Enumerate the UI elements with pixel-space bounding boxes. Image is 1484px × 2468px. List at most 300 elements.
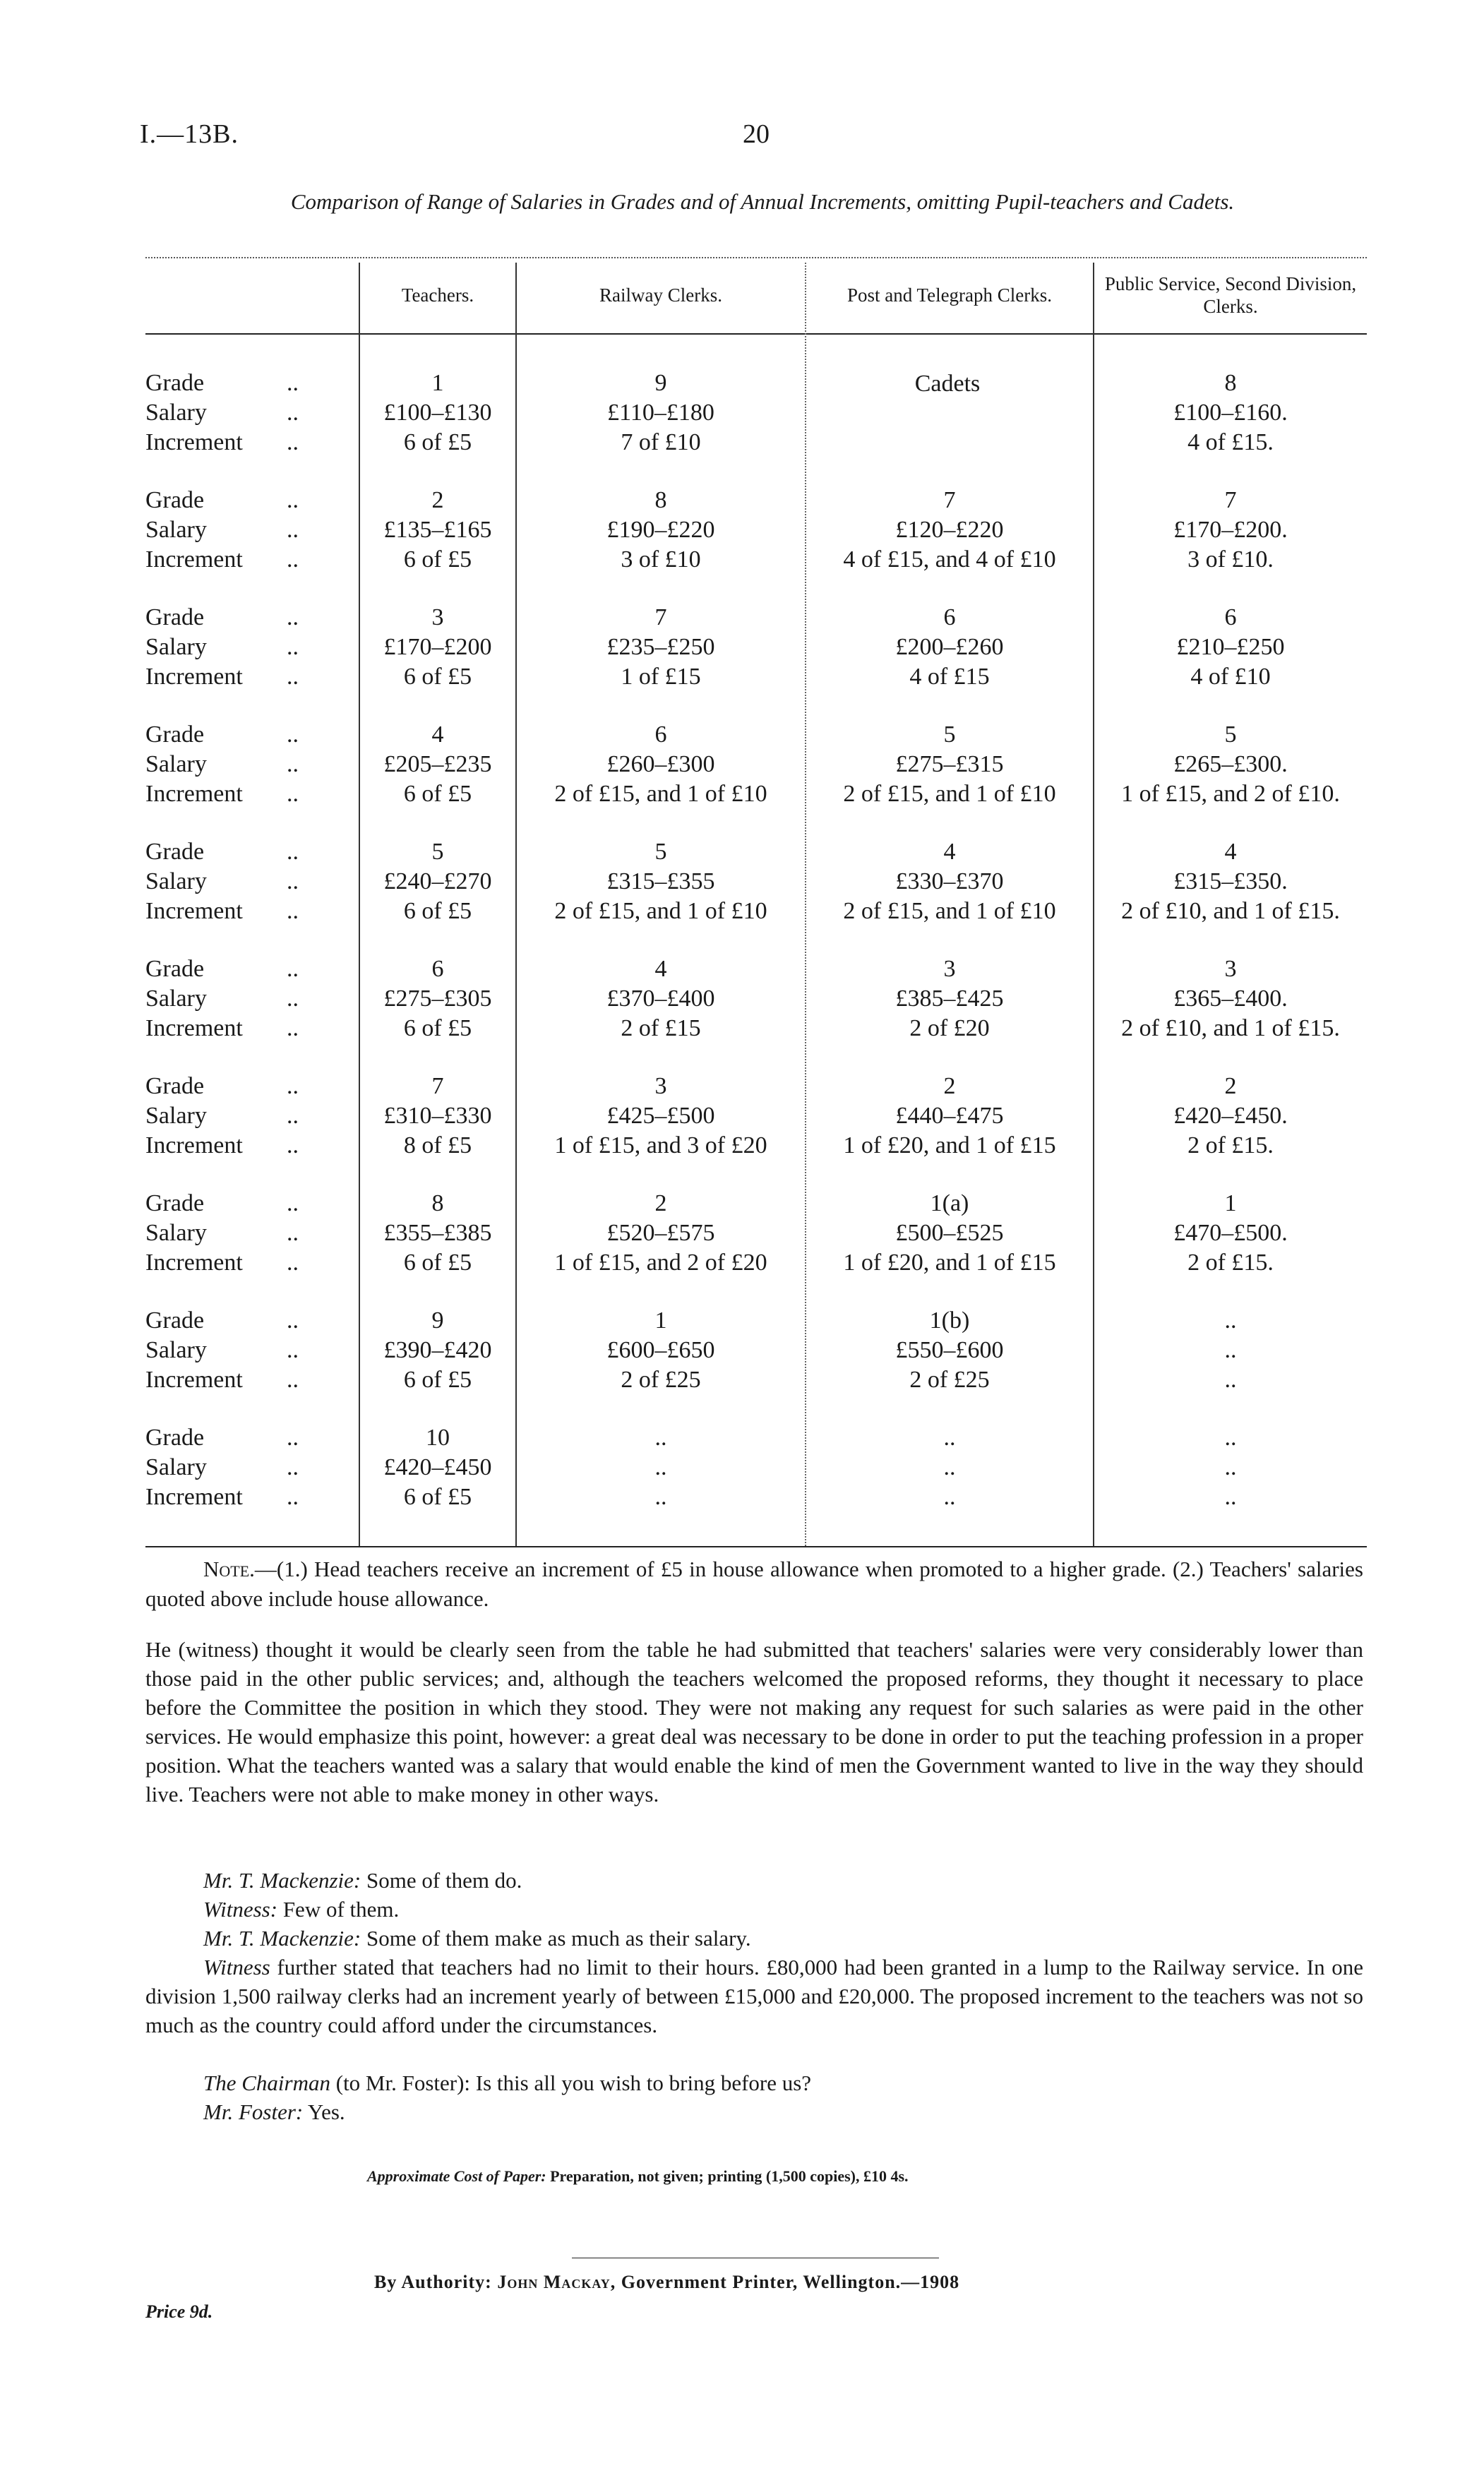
- row-label-text: Salary: [145, 517, 207, 543]
- table-cell-line: £110–£180: [607, 400, 714, 426]
- row-label-text: Salary: [145, 1103, 207, 1129]
- table-cell-line: £330–£370: [895, 868, 1004, 894]
- row-label: [145, 837, 315, 867]
- row-label: [145, 750, 315, 779]
- table-cell-line: 2: [654, 1190, 667, 1216]
- table-cell-line: 1 of £15: [621, 664, 701, 690]
- row-label: [145, 1482, 315, 1512]
- table-cell-line: £275–£305: [383, 986, 492, 1012]
- row-label-leader: ..: [287, 400, 299, 426]
- table-cell-line: £205–£235: [383, 751, 492, 777]
- table-cell-public: [1094, 954, 1367, 1043]
- table-cell-line: 4 of £10: [1190, 664, 1271, 690]
- row-label-text: Increment: [145, 781, 243, 807]
- speaker: Mr. T. Mackenzie:: [203, 1926, 361, 1951]
- row-label-text: Increment: [145, 1367, 243, 1393]
- table-cell-public: [1094, 486, 1367, 575]
- row-label: [145, 486, 315, 515]
- table-cell-post: [806, 720, 1093, 809]
- table-cell-line: 6 of £5: [403, 781, 472, 807]
- table-cell-line: 5: [431, 839, 444, 865]
- dialogue-line: [203, 1924, 1363, 1953]
- table-cell-line: 3: [1224, 956, 1237, 982]
- table-cell-line: £170–£200.: [1173, 517, 1288, 543]
- table-cell-line: 2 of £15, and 1 of £10: [843, 781, 1056, 807]
- row-label: [145, 662, 315, 692]
- table-cell-line: 6 of £5: [403, 898, 472, 924]
- row-label-text: Salary: [145, 986, 207, 1012]
- printer-name: John Mackay: [497, 2272, 611, 2292]
- note-text: —(1.) Head teachers receive an increment of £5 in house allowance when promoted to a higher grade. (2.) Teachers' salaries quoted above include house allowance.: [145, 1557, 1363, 1611]
- table-cell-line: 4: [654, 956, 667, 982]
- row-label: [145, 545, 315, 575]
- table-cell-line: [806, 428, 1093, 457]
- row-label-text: Grade: [145, 1425, 205, 1451]
- row-label-leader: ..: [287, 721, 299, 748]
- note-lead: Note.: [203, 1557, 255, 1581]
- row-label: [145, 1014, 315, 1043]
- speech: Some of them make as much as their salary.: [366, 1926, 751, 1951]
- row-label-group: [145, 1072, 315, 1161]
- table-cell-line: 9: [431, 1307, 444, 1334]
- row-label-text: Salary: [145, 1220, 207, 1246]
- table-cell-public: [1094, 837, 1367, 926]
- speaker: Mr. T. Mackenzie:: [203, 1868, 361, 1893]
- cost-label: Approximate Cost of Paper:: [367, 2167, 546, 2185]
- table-cell-line: 1(a): [930, 1190, 969, 1216]
- table-cell-line: 7: [1224, 487, 1237, 513]
- column-header-public: Public Service, Second Division, Clerks.: [1104, 273, 1357, 317]
- row-label: [145, 633, 315, 662]
- table-cell-line: 1 of £15, and 2 of £10.: [1121, 781, 1340, 807]
- row-label-leader: ..: [287, 1220, 299, 1246]
- row-label-text: Grade: [145, 956, 205, 982]
- row-label-leader: ..: [287, 1015, 299, 1041]
- table-cell-line: £200–£260: [895, 634, 1004, 660]
- table-cell-line: £390–£420: [383, 1337, 492, 1363]
- table-cell-line: 6 of £5: [403, 664, 472, 690]
- table-cell-line: 8: [1224, 370, 1237, 396]
- row-label-text: Salary: [145, 1337, 207, 1363]
- speaker: Mr. Foster:: [203, 2099, 304, 2124]
- speech: further stated that teachers had no limit to their hours. £80,000 had been granted in a lump to the Railway service. In one division 1,500 railway clerks had an increment yearly of between £15,000 and £20,000. The proposed increment to the teachers was not so much as the country could afford under the circumstances.: [145, 1955, 1363, 2037]
- column-header-teachers: Teachers.: [401, 284, 474, 306]
- table-cell-railway: [517, 603, 805, 692]
- table-cell-line: 3 of £10.: [1187, 546, 1274, 573]
- table-cell-line: £385–£425: [895, 986, 1004, 1012]
- row-label: [145, 1248, 315, 1278]
- row-label-text: Increment: [145, 898, 243, 924]
- row-label-group: [145, 837, 315, 926]
- table-cell-post: [806, 1072, 1093, 1161]
- authority-prefix: By Authority:: [374, 2272, 492, 2292]
- table-cell-line: 6: [943, 604, 956, 630]
- table-cell-line: 7: [943, 487, 956, 513]
- row-label-leader: ..: [287, 429, 299, 455]
- table-cell-line: 2 of £15, and 1 of £10: [554, 898, 767, 924]
- table-cell-line: 6 of £5: [403, 429, 472, 455]
- speaker: Witness: [203, 1955, 270, 1979]
- table-cell-line: £315–£355: [606, 868, 715, 894]
- table-cell-line: £370–£400: [606, 986, 715, 1012]
- row-label-text: Grade: [145, 487, 205, 513]
- row-label: [145, 779, 315, 809]
- table-cell-line: £500–£525: [895, 1220, 1004, 1246]
- row-label-leader: ..: [287, 487, 299, 513]
- row-label-group: [145, 720, 315, 809]
- table-cell-line: 2 of £20: [909, 1015, 990, 1041]
- table-cell-line: 2 of £25: [621, 1367, 701, 1393]
- row-label-leader: ..: [287, 868, 299, 894]
- row-label: [145, 954, 315, 984]
- table-cell-railway: [517, 1189, 805, 1278]
- table-cell-line: £170–£200: [383, 634, 492, 660]
- table-cell-line: 3: [943, 956, 956, 982]
- table-top-rule: [145, 257, 1367, 258]
- table-cell-line: ..: [1224, 1484, 1237, 1510]
- row-label: [145, 867, 315, 897]
- row-label-leader: ..: [287, 781, 299, 807]
- table-cell-line: 3: [654, 1073, 667, 1099]
- table-cell-line: 5: [1224, 721, 1237, 748]
- row-label-group: [145, 1306, 315, 1395]
- row-label-leader: ..: [287, 370, 299, 396]
- row-label-text: Increment: [145, 1484, 243, 1510]
- row-label: [145, 1072, 315, 1101]
- cost-line: [367, 2166, 1285, 2187]
- row-label-group: [145, 1189, 315, 1278]
- table-cell-line: ..: [943, 1425, 956, 1451]
- table-cell-railway: [517, 1306, 805, 1395]
- table-cell-railway: [517, 1423, 805, 1512]
- row-label: [145, 984, 315, 1014]
- table-cell-line: 2 of £10, and 1 of £15.: [1121, 898, 1340, 924]
- table-cell-teachers: [360, 369, 515, 457]
- table-cell-teachers: [360, 1189, 515, 1278]
- row-label-leader: ..: [287, 1190, 299, 1216]
- speech: Some of them do.: [366, 1868, 522, 1893]
- row-label-leader: ..: [287, 1454, 299, 1480]
- table-cell-line: 6 of £5: [403, 1015, 472, 1041]
- table-cell-line: 2: [1224, 1073, 1237, 1099]
- table-cell-line: £420–£450.: [1173, 1103, 1288, 1129]
- row-label-group: [145, 954, 315, 1043]
- table-cell-line: 1 of £15, and 3 of £20: [554, 1132, 767, 1158]
- dialogue-line: [203, 1895, 1363, 1924]
- table-cell-line: ..: [1224, 1367, 1237, 1393]
- table-cell-line: [806, 369, 1093, 398]
- row-label-group: [145, 369, 315, 457]
- row-label: [145, 515, 315, 545]
- row-label-leader: ..: [287, 839, 299, 865]
- row-label: [145, 1365, 315, 1395]
- row-label: [145, 428, 315, 457]
- table-cell-line: 4: [1224, 839, 1237, 865]
- row-label-leader: ..: [287, 986, 299, 1012]
- row-label: [145, 603, 315, 633]
- row-label-leader: ..: [287, 1337, 299, 1363]
- cost-text: Preparation, not given; printing (1,500 copies), £10 4s.: [550, 2167, 909, 2185]
- authority-suffix: , Government Printer, Wellington.—1908: [610, 2272, 960, 2292]
- row-label-text: Increment: [145, 1132, 243, 1158]
- table-cell-line: 4 of £15: [909, 664, 990, 690]
- table-cell-railway: [517, 837, 805, 926]
- table-cell-line: 8: [431, 1190, 444, 1216]
- dialogue-line: [203, 2097, 1363, 2126]
- row-label-leader: ..: [287, 1132, 299, 1158]
- row-label: [145, 1453, 315, 1482]
- table-cell-line: £440–£475: [895, 1103, 1004, 1129]
- row-label-text: Salary: [145, 868, 207, 894]
- row-label-text: Increment: [145, 1250, 243, 1276]
- table-cell-line: 6 of £5: [403, 1367, 472, 1393]
- row-label-text: Salary: [145, 634, 207, 660]
- table-cell-line: £425–£500: [606, 1103, 715, 1129]
- table-cell-post: [806, 954, 1093, 1043]
- row-label-leader: ..: [287, 664, 299, 690]
- table-cell-teachers: [360, 1306, 515, 1395]
- row-label-leader: ..: [287, 517, 299, 543]
- row-label-text: Grade: [145, 1073, 205, 1099]
- table-cell-line: 2 of £15, and 1 of £10: [554, 781, 767, 807]
- table-cell-railway: [517, 720, 805, 809]
- body-paragraph: He (witness) thought it would be clearly seen from the table he had submitted that teachers' salaries were very considerably lower than those paid in the other public services; and, although the teachers welcomed the proposed reforms, they thought it necessary to place before the Committee the position in which they stood. They were not making any request for such salaries as were paid in the other services. He would emphasize this point, however: a great deal was necessary to be done in order to put the teaching profession in a proper position. What the teachers wanted was a salary that would enable the kind of men the Government wanted to live in the way they should live. Teachers were not able to make money in other ways.: [145, 1637, 1363, 1807]
- row-label: [145, 1336, 315, 1365]
- row-label-leader: ..: [287, 1367, 299, 1393]
- row-label-text: Salary: [145, 751, 207, 777]
- table-cell-line: £100–£160.: [1173, 400, 1288, 426]
- row-label-leader: ..: [287, 1307, 299, 1334]
- table-cell-public: [1094, 720, 1367, 809]
- table-cell-line: ..: [943, 1484, 956, 1510]
- table-cell-line: 1 of £20, and 1 of £15: [843, 1250, 1056, 1276]
- row-label-text: Grade: [145, 1307, 205, 1334]
- row-label: [145, 1189, 315, 1218]
- table-cell-line: 4: [431, 721, 444, 748]
- table-cell-line: 1: [1224, 1190, 1237, 1216]
- table-cell-line: 1 of £20, and 1 of £15: [843, 1132, 1056, 1158]
- authority-line: [374, 2272, 1221, 2293]
- table-cell-line: £240–£270: [383, 868, 492, 894]
- speech: Yes.: [307, 2099, 345, 2124]
- table-cell-line: ..: [654, 1454, 667, 1480]
- table-cell-line: 2: [943, 1073, 956, 1099]
- table-header-rule: [145, 333, 1367, 335]
- table-cell-public: [1094, 369, 1367, 457]
- table-cell-line: £135–£165: [383, 517, 492, 543]
- table-cell-line: 5: [943, 721, 956, 748]
- table-cell-line: £315–£350.: [1173, 868, 1288, 894]
- table-cell-line: 8 of £5: [403, 1132, 472, 1158]
- table-cell-line: £275–£315: [895, 751, 1004, 777]
- table-cell-post: [806, 486, 1093, 575]
- row-label: [145, 720, 315, 750]
- table-cell-line: £190–£220: [606, 517, 715, 543]
- table-cell-line: £260–£300: [606, 751, 715, 777]
- table-cell-post: [806, 837, 1093, 926]
- table-title: Comparison of Range of Salaries in Grades and of Annual Increments, omitting Pupil-teachers and Cadets.: [290, 189, 1235, 214]
- row-label-text: Grade: [145, 370, 205, 396]
- speaker: Witness:: [203, 1897, 278, 1922]
- speaker: The Chairman: [203, 2071, 330, 2095]
- table-cell-line: 2 of £15.: [1187, 1250, 1274, 1276]
- table-cell-line: 8: [654, 487, 667, 513]
- table-cell-line: £120–£220: [895, 517, 1004, 543]
- table-cell-public: [1094, 603, 1367, 692]
- table-cell-post: [806, 603, 1093, 692]
- table-cell-line: 4: [943, 839, 956, 865]
- row-label: [145, 1306, 315, 1336]
- row-label-text: Grade: [145, 839, 205, 865]
- table-cell-line: £210–£250: [1176, 634, 1285, 660]
- table-cell-line: ..: [1224, 1307, 1237, 1334]
- row-label: [145, 369, 315, 398]
- table-cell-line: 2 of £15, and 1 of £10: [843, 898, 1056, 924]
- table-cell-teachers: [360, 603, 515, 692]
- table-cell-line: £420–£450: [383, 1454, 492, 1480]
- table-note: [145, 1555, 1363, 1614]
- row-label-text: Grade: [145, 1190, 205, 1216]
- table-cell-line: 3: [431, 604, 444, 630]
- table-cell-public: [1094, 1189, 1367, 1278]
- price: Price 9d.: [145, 2301, 213, 2322]
- speech: (to Mr. Foster): Is this all you wish to bring before us?: [335, 2071, 812, 2095]
- row-label-text: Increment: [145, 1015, 243, 1041]
- table-cell-line: 6: [1224, 604, 1237, 630]
- table-cell-teachers: [360, 720, 515, 809]
- table-cell-line: 3 of £10: [621, 546, 701, 573]
- table-cell-teachers: [360, 486, 515, 575]
- table-cell-line: ..: [654, 1484, 667, 1510]
- table-cell-line: 6 of £5: [403, 546, 472, 573]
- page-number: 20: [743, 119, 770, 149]
- table-cell-railway: [517, 954, 805, 1043]
- table-cell-line: 2: [431, 487, 444, 513]
- table-cell-line: 7: [431, 1073, 444, 1099]
- table-cell-line: £520–£575: [606, 1220, 715, 1246]
- row-label-text: Salary: [145, 1454, 207, 1480]
- row-label-text: Increment: [145, 546, 243, 573]
- table-cell-teachers: [360, 837, 515, 926]
- table-cell-line: 1(b): [929, 1307, 970, 1334]
- table-cell-line: 6 of £5: [403, 1484, 472, 1510]
- row-label-leader: ..: [287, 956, 299, 982]
- table-cell-line: 6: [431, 956, 444, 982]
- table-cell-line: ..: [654, 1425, 667, 1451]
- row-label-leader: ..: [287, 751, 299, 777]
- row-label-text: Increment: [145, 664, 243, 690]
- table-cell-line: ..: [1224, 1425, 1237, 1451]
- table-cell-line: 2 of £10, and 1 of £15.: [1121, 1015, 1340, 1041]
- table-cell-line: 2 of £15: [621, 1015, 701, 1041]
- table-cell-public: [1094, 1072, 1367, 1161]
- table-cell-line: 6: [654, 721, 667, 748]
- row-label-text: Grade: [145, 721, 205, 748]
- column-header-railway: Railway Clerks.: [599, 284, 722, 306]
- page-ref: I.—13B.: [140, 119, 239, 149]
- row-label-leader: ..: [287, 604, 299, 630]
- row-label-text: Salary: [145, 400, 207, 426]
- table-cell-line: 2 of £25: [909, 1367, 990, 1393]
- table-cell-line: 4 of £15.: [1187, 429, 1274, 455]
- row-label-leader: ..: [287, 1425, 299, 1451]
- table-cell-line: 10: [426, 1425, 450, 1451]
- table-cell-line: ..: [1224, 1337, 1237, 1363]
- table-cell-line: £365–£400.: [1173, 986, 1288, 1012]
- table-cell-post: [806, 369, 1093, 457]
- row-label: [145, 1423, 315, 1453]
- table-cell-line: £355–£385: [383, 1220, 492, 1246]
- row-label: [145, 1218, 315, 1248]
- row-label-leader: ..: [287, 634, 299, 660]
- row-label: [145, 1131, 315, 1161]
- table-cell-line: 1 of £15, and 2 of £20: [554, 1250, 767, 1276]
- row-label-leader: ..: [287, 1103, 299, 1129]
- table-cell-line: £100–£130: [383, 400, 492, 426]
- table-cell-line: £550–£600: [895, 1337, 1004, 1363]
- row-label-group: [145, 1423, 315, 1512]
- table-cell-line: 1: [431, 370, 444, 396]
- table-cell-line: £310–£330: [383, 1103, 492, 1129]
- row-label-text: Grade: [145, 604, 205, 630]
- table-cell-post: [806, 1423, 1093, 1512]
- table-cell-line: 9: [654, 370, 667, 396]
- row-label-leader: ..: [287, 546, 299, 573]
- table-cell-line: 1: [654, 1307, 667, 1334]
- table-cell-railway: [517, 369, 805, 457]
- table-cell-public: [1094, 1423, 1367, 1512]
- row-label-text: Increment: [145, 429, 243, 455]
- dialogue-line: [203, 2068, 1363, 2097]
- witness-paragraph: [145, 1953, 1363, 2039]
- table-cell-post: [806, 1189, 1093, 1278]
- table-cell-post: [806, 1306, 1093, 1395]
- table-cell-public: [1094, 1306, 1367, 1395]
- row-label: [145, 398, 315, 428]
- table-cell-line: ..: [943, 1454, 956, 1480]
- table-cell-line: 6 of £5: [403, 1250, 472, 1276]
- table-cell-line: £470–£500.: [1173, 1220, 1288, 1246]
- table-cell-railway: [517, 486, 805, 575]
- row-label: [145, 1101, 315, 1131]
- row-label-leader: ..: [287, 1484, 299, 1510]
- dialogue-line: [203, 1866, 1363, 1895]
- table-cell-line: 5: [654, 839, 667, 865]
- row-label-leader: ..: [287, 1073, 299, 1099]
- row-label-leader: ..: [287, 1250, 299, 1276]
- table-cell-line: £600–£650: [606, 1337, 715, 1363]
- row-label: [145, 897, 315, 926]
- table-cell-teachers: [360, 1423, 515, 1512]
- table-cell-teachers: [360, 954, 515, 1043]
- cadets-label: Cadets: [914, 371, 981, 397]
- table-cell-line: £265–£300.: [1173, 751, 1288, 777]
- table-cell-line: [806, 398, 1093, 428]
- row-label-group: [145, 486, 315, 575]
- table-bottom-rule: [145, 1546, 1367, 1547]
- table-cell-line: 7: [654, 604, 667, 630]
- table-cell-line: ..: [1224, 1454, 1237, 1480]
- table-cell-railway: [517, 1072, 805, 1161]
- row-label-leader: ..: [287, 898, 299, 924]
- table-cell-teachers: [360, 1072, 515, 1161]
- table-cell-line: £235–£250: [606, 634, 715, 660]
- table-cell-line: 7 of £10: [621, 429, 701, 455]
- speech: Few of them.: [282, 1897, 400, 1922]
- column-header-post: Post and Telegraph Clerks.: [846, 284, 1053, 306]
- table-cell-line: 2 of £15.: [1187, 1132, 1274, 1158]
- table-cell-line: 4 of £15, and 4 of £10: [843, 546, 1056, 573]
